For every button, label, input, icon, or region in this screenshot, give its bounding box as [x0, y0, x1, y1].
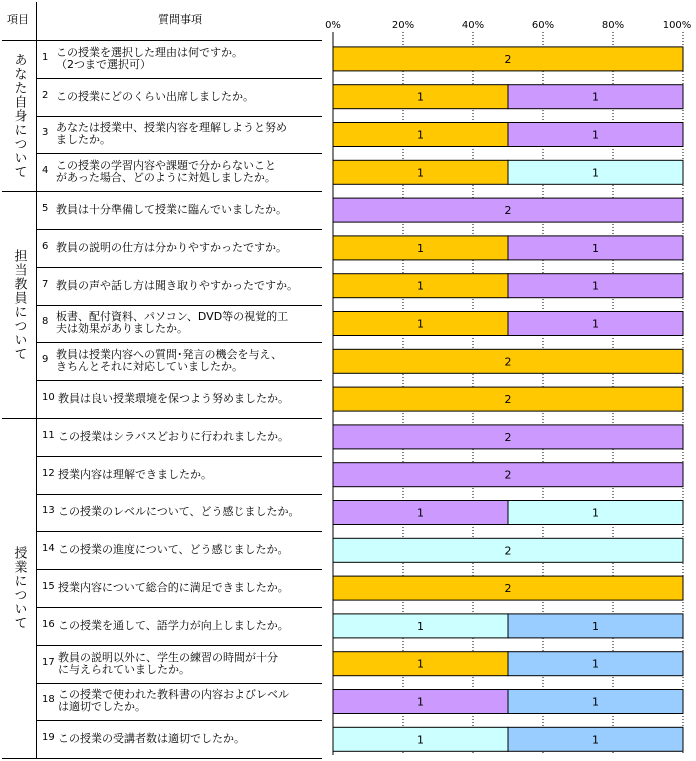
- data-label: 1: [592, 317, 599, 331]
- question-number: 6: [42, 240, 49, 252]
- question-number: 8: [42, 316, 49, 328]
- question-number: 15: [42, 581, 55, 593]
- question-number: 4: [42, 165, 49, 177]
- question-text: 教員は良い授業環境を保つよう努めましたか。: [58, 392, 289, 406]
- question-text: あなたは授業中、授業内容を理解しようと努め ましたか。: [56, 121, 287, 147]
- question-text: この授業の進度について、どう感じましたか。: [58, 543, 289, 557]
- question-number: 12: [42, 467, 55, 479]
- data-label: 1: [592, 90, 599, 104]
- data-label: 1: [417, 506, 424, 520]
- question-text: 教員の声や話し方は聞き取りやすかったですか。: [56, 278, 298, 292]
- data-label: 2: [504, 204, 512, 218]
- question-number: 13: [42, 505, 55, 517]
- item-header: 項目: [7, 13, 29, 26]
- question-number: 2: [42, 89, 49, 101]
- tick-label: 100%: [662, 20, 692, 31]
- data-label: 1: [592, 733, 599, 747]
- question-text: この授業を通して、語学力が向上しましたか。: [58, 618, 289, 632]
- question-number: 14: [42, 543, 55, 555]
- tick-label: 60%: [531, 20, 555, 31]
- question-text: 教員の説明以外に、学生の練習の時間が十分 に与えられていましたか。: [58, 650, 278, 676]
- data-label: 1: [592, 279, 599, 293]
- question-text: 教員は十分準備して授業に臨んでいましたか。: [56, 203, 287, 217]
- question-number: 18: [42, 694, 55, 706]
- question-number: 1: [42, 51, 49, 63]
- data-label: 1: [592, 166, 599, 180]
- question-number: 5: [42, 203, 49, 215]
- data-label: 1: [417, 733, 424, 747]
- category-label-text: 授業について: [11, 546, 27, 631]
- question-text: 板書、配付資料、パソコン、DVD等の視覚的工 夫は効果がありましたか。: [56, 310, 289, 336]
- data-label: 1: [417, 90, 424, 104]
- question-text: この授業を選択した理由は何ですか。 （2つまで選択可）: [56, 45, 243, 71]
- question-number: 19: [42, 732, 55, 744]
- category-label-text: あなた自身について: [11, 52, 27, 179]
- tick-label: 80%: [601, 20, 625, 31]
- data-label: 2: [504, 582, 512, 596]
- data-label: 1: [417, 657, 424, 671]
- question-text: 授業内容について総合的に満足できましたか。: [58, 581, 289, 595]
- question-number: 16: [42, 618, 55, 630]
- data-label: 1: [592, 619, 599, 633]
- tick-label: 20%: [391, 20, 415, 31]
- data-label: 1: [417, 317, 424, 331]
- question-text: この授業はシラバスどおりに行われましたか。: [58, 429, 289, 443]
- data-label: 2: [504, 52, 512, 66]
- data-label: 1: [592, 657, 599, 671]
- question-number: 9: [42, 354, 49, 366]
- question-text: この授業の受講者数は適切でしたか。: [58, 732, 245, 746]
- data-label: 1: [417, 619, 424, 633]
- question-text: この授業にどのくらい出席しましたか。: [56, 89, 254, 103]
- data-label: 1: [592, 241, 599, 255]
- tick-label: 40%: [461, 20, 485, 31]
- question-text: 教員の説明の仕方は分かりやすかったですか。: [56, 240, 287, 254]
- data-label: 2: [504, 544, 512, 558]
- data-label: 2: [504, 393, 512, 407]
- data-label: 1: [417, 279, 424, 293]
- tick-label: 0%: [325, 20, 341, 31]
- data-label: 1: [417, 128, 424, 142]
- question-text: 教員は授業内容への質問･発言の機会を与え、 きちんとそれに対応していましたか。: [56, 348, 283, 374]
- question-text: この授業のレベルについて、どう感じましたか。: [58, 505, 300, 519]
- question-text: この授業で使われた教科書の内容およびレベル は適切でしたか。: [58, 688, 289, 714]
- data-label: 1: [417, 241, 424, 255]
- question-text: 授業内容は理解できましたか。: [58, 467, 212, 481]
- data-label: 1: [417, 166, 424, 180]
- data-label: 2: [504, 468, 512, 482]
- question-number: 3: [42, 127, 49, 139]
- data-label: 1: [592, 506, 599, 520]
- data-label: 1: [592, 695, 599, 709]
- question-number: 17: [42, 656, 55, 668]
- question-number: 7: [42, 278, 49, 290]
- question-header: 質問事項: [158, 13, 202, 26]
- data-label: 2: [504, 430, 512, 444]
- question-text: この授業の学習内容や課題で分からないこと があった場合、どのように対処しましたか。: [56, 159, 276, 185]
- data-label: 2: [504, 355, 512, 369]
- category-label-text: 担当教員について: [11, 248, 27, 361]
- question-number: 10: [42, 392, 55, 404]
- question-number: 11: [42, 429, 55, 441]
- data-label: 1: [592, 128, 599, 142]
- data-label: 1: [417, 695, 424, 709]
